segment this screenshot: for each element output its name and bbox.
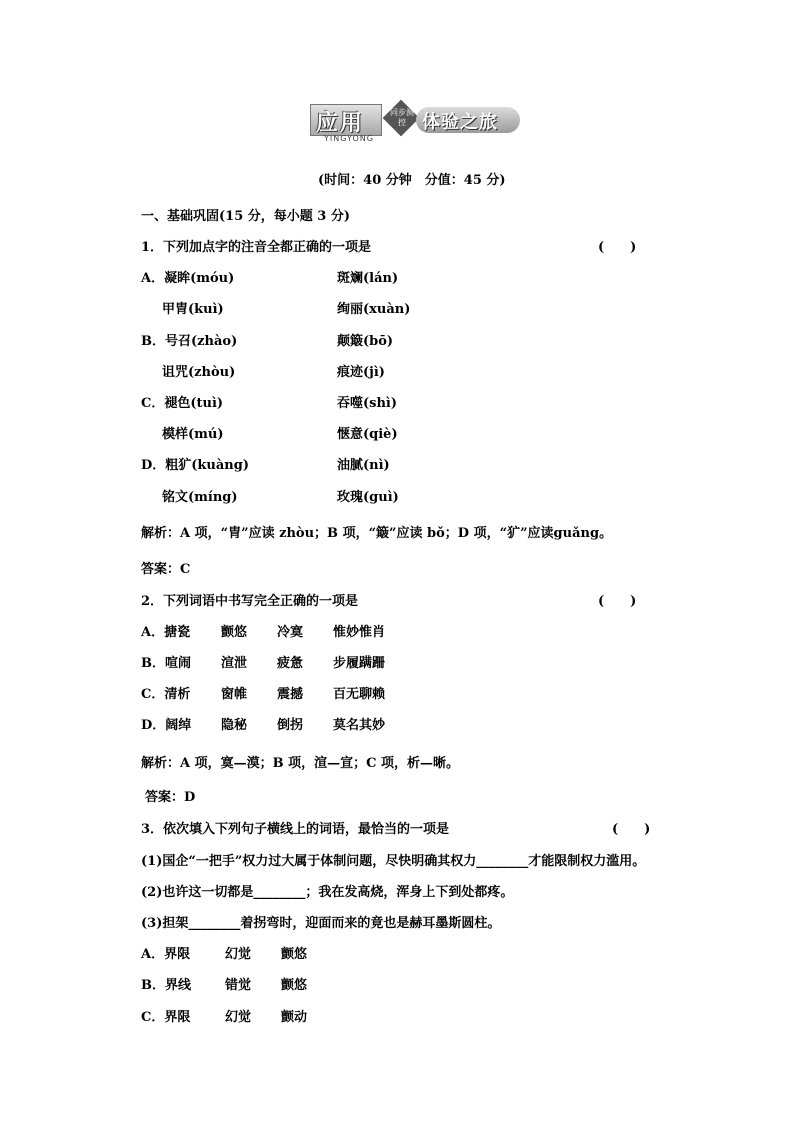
q2-option-b-4: 步履蹒跚 <box>333 656 386 671</box>
q1-option-c-4: 惬意(qiè) <box>337 427 398 442</box>
q1-option-d-3: 铭文(míng) <box>162 490 238 505</box>
section-heading: 一、基础巩固(15 分，每小题 3 分) <box>141 209 351 224</box>
q2-option-b-2: 渲泄 <box>221 656 248 671</box>
banner-pinyin: YINGYONG <box>324 134 374 143</box>
q1-option-a-4: 绚丽(xuàn) <box>337 302 411 317</box>
q3-option-c-3: 颤动 <box>281 1010 308 1025</box>
q1-option-c-2: 吞噬(shì) <box>337 396 398 411</box>
q1-analysis: 解析：A 项，“胄”应读 zhòu；B 项，“簸”应读 bǒ；D 项，“犷”应读guǎng。 <box>141 526 613 541</box>
q3-stem: 3．依次填入下列句子横线上的词语，最恰当的一项是 <box>141 822 450 837</box>
q2-option-a-2: 颤悠 <box>221 625 248 640</box>
q1-option-b-2: 颠簸(bō) <box>337 334 394 349</box>
q3-option-b-1: B．界线 <box>141 978 191 993</box>
q1-stem: 1．下列加点字的注音全都正确的一项是 <box>141 240 372 255</box>
q2-option-a-1: A．搪瓷 <box>141 625 191 640</box>
q1-option-d-1: D．粗犷(kuàng) <box>141 458 249 473</box>
q3-option-c-2: 幻觉 <box>225 1010 252 1025</box>
q3-sentence-1: (1)国企“一把手”权力过大属于体制问题，尽快明确其权力________才能限制权力滥用。 <box>141 854 646 869</box>
time-score-line: (时间：40 分钟 分值：45 分) <box>318 173 506 188</box>
q1-option-b-3: 诅咒(zhòu) <box>162 365 236 380</box>
q2-option-a-4: 惟妙惟肖 <box>333 625 386 640</box>
q1-option-c-3: 模样(mú) <box>162 427 224 442</box>
q2-option-d-3: 倒拐 <box>277 718 304 733</box>
q2-option-a-3: 冷寞 <box>277 625 304 640</box>
q2-option-d-2: 隐秘 <box>221 718 248 733</box>
q1-answer-paren: ( ) <box>598 240 637 255</box>
q3-option-a-3: 颤悠 <box>281 947 308 962</box>
banner-small-tag: 同步测控 <box>390 108 414 127</box>
q2-option-c-1: C．清析 <box>141 687 191 702</box>
q2-stem: 2．下列词语中书写完全正确的一项是 <box>141 594 359 609</box>
banner-title-main: 应用 <box>316 111 365 136</box>
q1-option-d-4: 玫瑰(guì) <box>337 490 399 505</box>
banner-title-sub: 体验之旅 <box>422 112 498 133</box>
q3-option-b-3: 颤悠 <box>281 978 308 993</box>
q1-answer: 答案：C <box>141 562 191 577</box>
q3-answer-paren: ( ) <box>612 822 651 837</box>
q2-option-d-4: 莫名其妙 <box>333 718 386 733</box>
q1-option-b-1: B．号召(zhào) <box>141 334 238 349</box>
q2-option-c-3: 震撼 <box>277 687 304 702</box>
q1-option-d-2: 油腻(nì) <box>337 458 390 473</box>
q3-sentence-3: (3)担架________着拐弯时，迎面而来的竟也是赫耳墨斯圆柱。 <box>141 916 501 931</box>
q2-analysis: 解析：A 项，寞—漠；B 项，渲—宣；C 项，析—晰。 <box>141 756 459 771</box>
q2-option-d-1: D．阔绰 <box>141 718 192 733</box>
q3-option-a-2: 幻觉 <box>225 947 252 962</box>
q2-option-b-3: 疲惫 <box>277 656 304 671</box>
q3-sentence-2: (2)也许这一切都是________；我在发高烧，浑身上下到处都疼。 <box>141 885 514 900</box>
q1-option-c-1: C．褪色(tuì) <box>141 396 224 411</box>
q2-option-c-2: 窗帷 <box>221 687 248 702</box>
q1-option-a-2: 斑斓(lán) <box>337 271 399 286</box>
q3-option-a-1: A．界限 <box>141 947 191 962</box>
q2-answer: 答案：D <box>145 790 196 805</box>
q3-option-b-2: 错觉 <box>225 978 252 993</box>
q1-option-a-3: 甲胄(kuì) <box>162 302 224 317</box>
q2-answer-paren: ( ) <box>598 594 637 609</box>
q2-option-b-1: B．喧闹 <box>141 656 191 671</box>
q1-option-b-4: 痕迹(jì) <box>337 365 385 380</box>
q1-option-a-1: A．凝眸(móu) <box>141 271 235 286</box>
header-banner <box>310 104 522 144</box>
q2-option-c-4: 百无聊赖 <box>333 687 386 702</box>
q3-option-c-1: C．界限 <box>141 1010 191 1025</box>
